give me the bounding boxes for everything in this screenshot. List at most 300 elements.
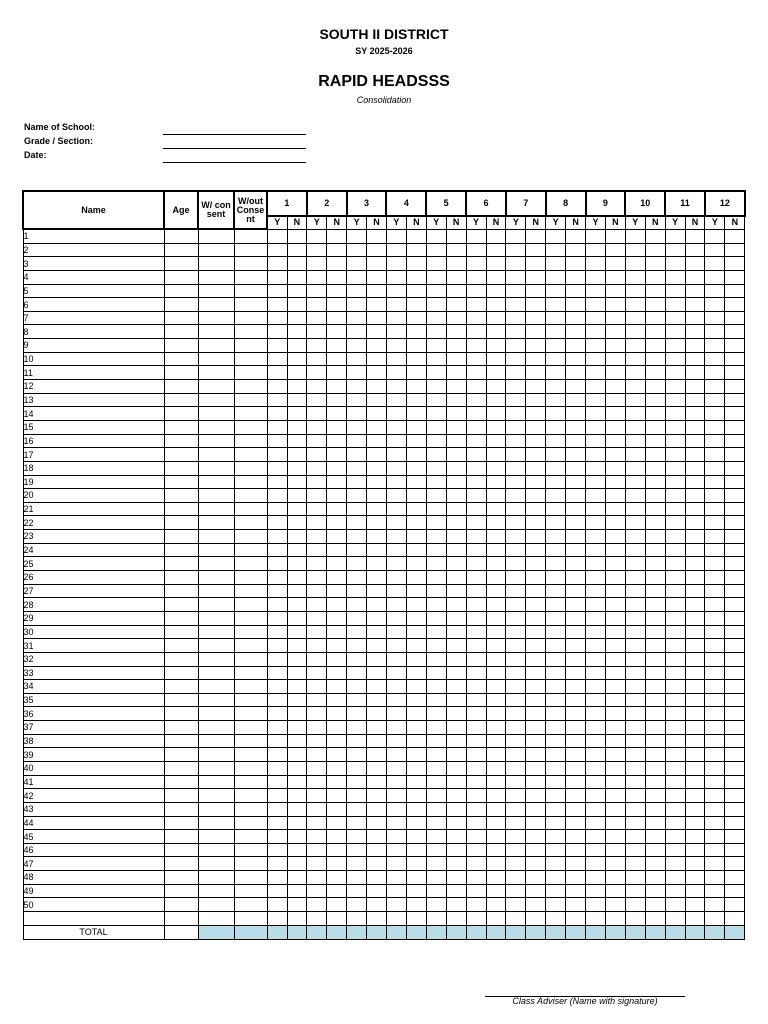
row-cell[interactable]: [347, 775, 367, 789]
row-cell[interactable]: [625, 693, 645, 707]
row-cell[interactable]: [327, 352, 347, 366]
row-cell[interactable]: [566, 734, 586, 748]
row-cell[interactable]: [586, 898, 606, 912]
row-cell[interactable]: [234, 625, 267, 639]
row-cell[interactable]: [665, 420, 685, 434]
row-cell[interactable]: [426, 284, 446, 298]
row-cell[interactable]: [705, 625, 725, 639]
row-cell[interactable]: [566, 639, 586, 653]
row-cell[interactable]: [287, 380, 307, 394]
row-cell[interactable]: [725, 530, 745, 544]
row-cell[interactable]: [406, 229, 426, 243]
row-cell[interactable]: [367, 339, 387, 353]
row-cell[interactable]: [327, 543, 347, 557]
row-name-cell[interactable]: 47: [23, 857, 164, 871]
row-cell[interactable]: [307, 721, 327, 735]
row-cell[interactable]: [307, 775, 327, 789]
row-cell[interactable]: [685, 871, 705, 885]
row-cell[interactable]: [486, 571, 506, 585]
row-cell[interactable]: [446, 611, 466, 625]
row-cell[interactable]: [466, 380, 486, 394]
row-cell[interactable]: [164, 530, 198, 544]
row-cell[interactable]: [347, 707, 367, 721]
row-cell[interactable]: [685, 611, 705, 625]
row-cell[interactable]: [406, 843, 426, 857]
row-cell[interactable]: [606, 625, 626, 639]
row-cell[interactable]: [705, 284, 725, 298]
row-cell[interactable]: [466, 530, 486, 544]
row-cell[interactable]: [606, 243, 626, 257]
row-cell[interactable]: [267, 598, 287, 612]
row-cell[interactable]: [198, 407, 234, 421]
row-cell[interactable]: [164, 475, 198, 489]
row-cell[interactable]: [705, 339, 725, 353]
row-cell[interactable]: [446, 789, 466, 803]
row-cell[interactable]: [705, 380, 725, 394]
row-cell[interactable]: [267, 734, 287, 748]
row-cell[interactable]: [307, 407, 327, 421]
row-cell[interactable]: [506, 707, 526, 721]
row-cell[interactable]: [234, 884, 267, 898]
row-cell[interactable]: [506, 898, 526, 912]
row-cell[interactable]: [645, 898, 665, 912]
row-cell[interactable]: [267, 707, 287, 721]
total-cell[interactable]: [466, 925, 486, 939]
row-cell[interactable]: [665, 761, 685, 775]
row-cell[interactable]: [267, 884, 287, 898]
row-cell[interactable]: [347, 502, 367, 516]
row-cell[interactable]: [705, 584, 725, 598]
row-cell[interactable]: [665, 270, 685, 284]
row-cell[interactable]: [267, 666, 287, 680]
row-cell[interactable]: [526, 775, 546, 789]
row-cell[interactable]: [198, 229, 234, 243]
row-cell[interactable]: [685, 857, 705, 871]
row-cell[interactable]: [327, 339, 347, 353]
row-cell[interactable]: [566, 721, 586, 735]
row-cell[interactable]: [327, 420, 347, 434]
row-cell[interactable]: [287, 461, 307, 475]
row-cell[interactable]: [645, 571, 665, 585]
row-cell[interactable]: [725, 721, 745, 735]
row-name-cell[interactable]: 37: [23, 721, 164, 735]
row-cell[interactable]: [645, 857, 665, 871]
row-cell[interactable]: [466, 611, 486, 625]
row-cell[interactable]: [307, 598, 327, 612]
row-cell[interactable]: [665, 802, 685, 816]
row-cell[interactable]: [546, 366, 566, 380]
row-cell[interactable]: [685, 761, 705, 775]
row-cell[interactable]: [566, 884, 586, 898]
row-cell[interactable]: [725, 639, 745, 653]
row-cell[interactable]: [665, 243, 685, 257]
row-cell[interactable]: [367, 543, 387, 557]
row-cell[interactable]: [367, 502, 387, 516]
row-name-cell[interactable]: 15: [23, 420, 164, 434]
row-cell[interactable]: [406, 434, 426, 448]
row-cell[interactable]: [526, 857, 546, 871]
row-cell[interactable]: [267, 898, 287, 912]
row-cell[interactable]: [466, 257, 486, 271]
row-cell[interactable]: [685, 666, 705, 680]
row-cell[interactable]: [566, 380, 586, 394]
row-cell[interactable]: [287, 680, 307, 694]
row-cell[interactable]: [234, 584, 267, 598]
row-cell[interactable]: [705, 857, 725, 871]
row-cell[interactable]: [164, 816, 198, 830]
row-cell[interactable]: [164, 680, 198, 694]
row-cell[interactable]: [164, 461, 198, 475]
row-cell[interactable]: [526, 393, 546, 407]
row-cell[interactable]: [526, 871, 546, 885]
row-cell[interactable]: [725, 311, 745, 325]
row-cell[interactable]: [426, 380, 446, 394]
row-cell[interactable]: [725, 775, 745, 789]
row-cell[interactable]: [606, 298, 626, 312]
row-cell[interactable]: [685, 721, 705, 735]
row-cell[interactable]: [426, 502, 446, 516]
row-cell[interactable]: [705, 475, 725, 489]
row-cell[interactable]: [367, 557, 387, 571]
row-cell[interactable]: [347, 584, 367, 598]
row-cell[interactable]: [234, 830, 267, 844]
row-name-cell[interactable]: 17: [23, 448, 164, 462]
row-cell[interactable]: [566, 598, 586, 612]
row-cell[interactable]: [606, 871, 626, 885]
row-cell[interactable]: [198, 734, 234, 748]
row-cell[interactable]: [446, 516, 466, 530]
row-cell[interactable]: [645, 434, 665, 448]
blank-row-cell[interactable]: [645, 912, 665, 926]
row-cell[interactable]: [426, 625, 446, 639]
row-cell[interactable]: [466, 243, 486, 257]
blank-row-cell[interactable]: [526, 912, 546, 926]
row-cell[interactable]: [307, 789, 327, 803]
row-cell[interactable]: [526, 257, 546, 271]
row-cell[interactable]: [347, 857, 367, 871]
row-cell[interactable]: [406, 407, 426, 421]
row-cell[interactable]: [367, 489, 387, 503]
row-cell[interactable]: [466, 625, 486, 639]
row-cell[interactable]: [546, 693, 566, 707]
row-cell[interactable]: [486, 639, 506, 653]
row-cell[interactable]: [645, 516, 665, 530]
row-cell[interactable]: [347, 243, 367, 257]
row-cell[interactable]: [606, 816, 626, 830]
row-cell[interactable]: [586, 789, 606, 803]
row-cell[interactable]: [665, 448, 685, 462]
row-cell[interactable]: [367, 707, 387, 721]
row-cell[interactable]: [367, 420, 387, 434]
row-cell[interactable]: [466, 857, 486, 871]
row-cell[interactable]: [307, 243, 327, 257]
row-cell[interactable]: [386, 448, 406, 462]
row-cell[interactable]: [566, 611, 586, 625]
total-cell[interactable]: [234, 925, 267, 939]
row-cell[interactable]: [506, 366, 526, 380]
row-cell[interactable]: [526, 434, 546, 448]
row-cell[interactable]: [406, 339, 426, 353]
row-cell[interactable]: [327, 611, 347, 625]
row-cell[interactable]: [546, 789, 566, 803]
row-cell[interactable]: [625, 884, 645, 898]
row-cell[interactable]: [725, 243, 745, 257]
row-cell[interactable]: [466, 352, 486, 366]
row-cell[interactable]: [327, 229, 347, 243]
row-cell[interactable]: [327, 898, 347, 912]
row-cell[interactable]: [234, 543, 267, 557]
row-cell[interactable]: [606, 898, 626, 912]
row-cell[interactable]: [586, 680, 606, 694]
row-cell[interactable]: [307, 639, 327, 653]
row-cell[interactable]: [386, 270, 406, 284]
row-cell[interactable]: [466, 311, 486, 325]
row-cell[interactable]: [198, 461, 234, 475]
row-cell[interactable]: [164, 380, 198, 394]
row-cell[interactable]: [645, 489, 665, 503]
row-cell[interactable]: [386, 830, 406, 844]
row-cell[interactable]: [386, 775, 406, 789]
row-cell[interactable]: [446, 707, 466, 721]
row-cell[interactable]: [307, 680, 327, 694]
row-cell[interactable]: [347, 830, 367, 844]
row-cell[interactable]: [486, 557, 506, 571]
row-cell[interactable]: [446, 502, 466, 516]
row-cell[interactable]: [606, 543, 626, 557]
row-cell[interactable]: [446, 884, 466, 898]
row-cell[interactable]: [446, 775, 466, 789]
row-cell[interactable]: [606, 284, 626, 298]
row-cell[interactable]: [287, 707, 307, 721]
row-cell[interactable]: [307, 325, 327, 339]
row-cell[interactable]: [406, 448, 426, 462]
row-cell[interactable]: [386, 502, 406, 516]
row-cell[interactable]: [506, 448, 526, 462]
row-cell[interactable]: [526, 284, 546, 298]
blank-row-cell[interactable]: [347, 912, 367, 926]
total-cell[interactable]: [327, 925, 347, 939]
row-cell[interactable]: [367, 311, 387, 325]
row-cell[interactable]: [506, 830, 526, 844]
row-cell[interactable]: [198, 666, 234, 680]
row-cell[interactable]: [606, 693, 626, 707]
row-cell[interactable]: [705, 693, 725, 707]
row-cell[interactable]: [267, 311, 287, 325]
row-cell[interactable]: [164, 584, 198, 598]
row-cell[interactable]: [586, 666, 606, 680]
row-cell[interactable]: [665, 366, 685, 380]
row-cell[interactable]: [466, 734, 486, 748]
row-cell[interactable]: [705, 298, 725, 312]
row-cell[interactable]: [526, 543, 546, 557]
row-cell[interactable]: [234, 502, 267, 516]
row-cell[interactable]: [466, 789, 486, 803]
row-cell[interactable]: [426, 243, 446, 257]
row-cell[interactable]: [234, 298, 267, 312]
row-cell[interactable]: [606, 680, 626, 694]
row-cell[interactable]: [287, 789, 307, 803]
row-cell[interactable]: [665, 789, 685, 803]
row-name-cell[interactable]: 21: [23, 502, 164, 516]
row-cell[interactable]: [307, 461, 327, 475]
row-cell[interactable]: [566, 816, 586, 830]
row-cell[interactable]: [665, 639, 685, 653]
row-cell[interactable]: [606, 270, 626, 284]
blank-row-cell[interactable]: [367, 912, 387, 926]
row-cell[interactable]: [287, 284, 307, 298]
row-cell[interactable]: [625, 748, 645, 762]
row-cell[interactable]: [307, 625, 327, 639]
row-cell[interactable]: [267, 325, 287, 339]
row-cell[interactable]: [725, 830, 745, 844]
row-cell[interactable]: [446, 543, 466, 557]
row-cell[interactable]: [586, 775, 606, 789]
row-cell[interactable]: [287, 339, 307, 353]
row-cell[interactable]: [327, 448, 347, 462]
total-cell[interactable]: [665, 925, 685, 939]
row-cell[interactable]: [685, 680, 705, 694]
row-cell[interactable]: [546, 802, 566, 816]
row-cell[interactable]: [606, 639, 626, 653]
row-cell[interactable]: [386, 707, 406, 721]
row-cell[interactable]: [446, 721, 466, 735]
row-cell[interactable]: [546, 448, 566, 462]
row-cell[interactable]: [725, 816, 745, 830]
row-cell[interactable]: [685, 557, 705, 571]
row-cell[interactable]: [386, 789, 406, 803]
row-cell[interactable]: [526, 489, 546, 503]
row-cell[interactable]: [685, 461, 705, 475]
row-cell[interactable]: [665, 830, 685, 844]
row-cell[interactable]: [506, 789, 526, 803]
row-cell[interactable]: [367, 571, 387, 585]
row-cell[interactable]: [625, 775, 645, 789]
row-cell[interactable]: [506, 243, 526, 257]
row-cell[interactable]: [645, 802, 665, 816]
row-name-cell[interactable]: 9: [23, 339, 164, 353]
row-cell[interactable]: [198, 489, 234, 503]
row-cell[interactable]: [685, 898, 705, 912]
row-cell[interactable]: [367, 380, 387, 394]
row-cell[interactable]: [705, 502, 725, 516]
row-cell[interactable]: [164, 543, 198, 557]
row-cell[interactable]: [486, 311, 506, 325]
row-cell[interactable]: [347, 352, 367, 366]
row-cell[interactable]: [625, 898, 645, 912]
row-cell[interactable]: [367, 748, 387, 762]
row-cell[interactable]: [486, 830, 506, 844]
row-cell[interactable]: [725, 366, 745, 380]
row-cell[interactable]: [327, 707, 347, 721]
row-cell[interactable]: [625, 857, 645, 871]
row-cell[interactable]: [566, 461, 586, 475]
row-cell[interactable]: [367, 734, 387, 748]
row-cell[interactable]: [287, 802, 307, 816]
row-cell[interactable]: [347, 748, 367, 762]
row-cell[interactable]: [446, 270, 466, 284]
row-cell[interactable]: [446, 598, 466, 612]
row-cell[interactable]: [234, 843, 267, 857]
row-cell[interactable]: [526, 448, 546, 462]
row-cell[interactable]: [645, 325, 665, 339]
row-cell[interactable]: [267, 789, 287, 803]
row-cell[interactable]: [705, 557, 725, 571]
row-cell[interactable]: [164, 761, 198, 775]
row-cell[interactable]: [665, 748, 685, 762]
row-cell[interactable]: [164, 775, 198, 789]
row-cell[interactable]: [725, 666, 745, 680]
row-cell[interactable]: [466, 652, 486, 666]
row-cell[interactable]: [645, 243, 665, 257]
row-cell[interactable]: [347, 898, 367, 912]
row-cell[interactable]: [386, 380, 406, 394]
row-cell[interactable]: [546, 502, 566, 516]
row-cell[interactable]: [367, 857, 387, 871]
row-cell[interactable]: [234, 380, 267, 394]
row-cell[interactable]: [725, 393, 745, 407]
row-cell[interactable]: [307, 352, 327, 366]
row-cell[interactable]: [234, 352, 267, 366]
row-cell[interactable]: [466, 693, 486, 707]
blank-row-cell[interactable]: [267, 912, 287, 926]
row-cell[interactable]: [426, 489, 446, 503]
row-cell[interactable]: [546, 229, 566, 243]
row-cell[interactable]: [347, 802, 367, 816]
row-cell[interactable]: [586, 693, 606, 707]
row-cell[interactable]: [406, 584, 426, 598]
row-cell[interactable]: [486, 339, 506, 353]
row-cell[interactable]: [566, 680, 586, 694]
row-cell[interactable]: [386, 393, 406, 407]
row-cell[interactable]: [367, 830, 387, 844]
row-cell[interactable]: [267, 830, 287, 844]
row-cell[interactable]: [645, 734, 665, 748]
row-cell[interactable]: [685, 284, 705, 298]
row-cell[interactable]: [426, 461, 446, 475]
row-cell[interactable]: [386, 298, 406, 312]
row-cell[interactable]: [446, 830, 466, 844]
row-cell[interactable]: [566, 366, 586, 380]
row-cell[interactable]: [645, 543, 665, 557]
row-cell[interactable]: [466, 448, 486, 462]
total-cell[interactable]: [486, 925, 506, 939]
row-cell[interactable]: [267, 380, 287, 394]
row-cell[interactable]: [234, 789, 267, 803]
row-cell[interactable]: [705, 530, 725, 544]
row-cell[interactable]: [665, 734, 685, 748]
row-cell[interactable]: [406, 625, 426, 639]
row-cell[interactable]: [486, 257, 506, 271]
row-cell[interactable]: [486, 380, 506, 394]
row-cell[interactable]: [625, 448, 645, 462]
row-cell[interactable]: [486, 229, 506, 243]
row-cell[interactable]: [446, 857, 466, 871]
row-cell[interactable]: [506, 734, 526, 748]
row-cell[interactable]: [526, 380, 546, 394]
row-cell[interactable]: [327, 857, 347, 871]
row-cell[interactable]: [526, 748, 546, 762]
row-name-cell[interactable]: 27: [23, 584, 164, 598]
row-cell[interactable]: [406, 611, 426, 625]
row-cell[interactable]: [506, 652, 526, 666]
row-cell[interactable]: [198, 693, 234, 707]
row-cell[interactable]: [307, 871, 327, 885]
row-name-cell[interactable]: 19: [23, 475, 164, 489]
row-cell[interactable]: [665, 325, 685, 339]
row-cell[interactable]: [645, 380, 665, 394]
row-cell[interactable]: [347, 530, 367, 544]
row-cell[interactable]: [386, 557, 406, 571]
